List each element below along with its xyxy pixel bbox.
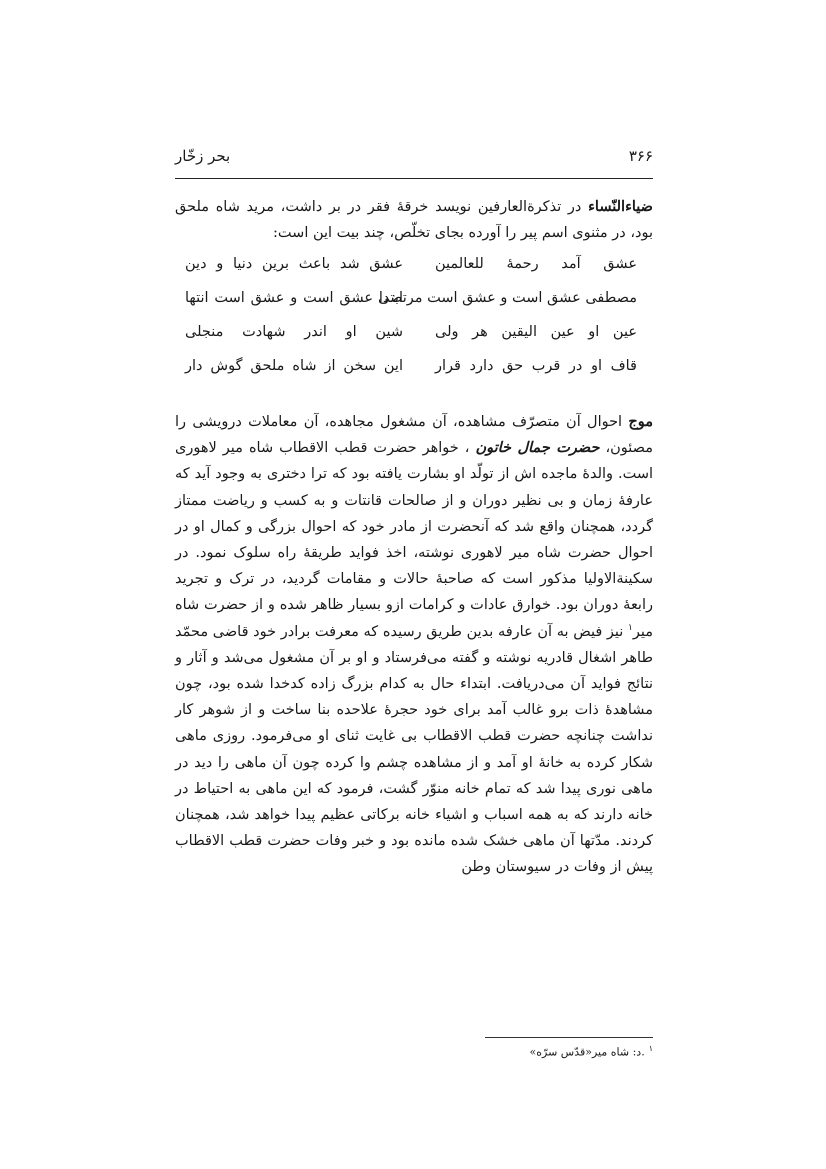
hemistich-second: ابتدا عشق است و عشق است انتها <box>185 290 403 306</box>
entry-text: نیز فیض به آن عارفه بدین طریق رسیده که معرفت برادر خود قاضی محمّد طاهر اشغال قادریه نوشته و گفته می‌فرستاد و او بر آن مشغول می‌شد و آثار و نتائج فواید آن می‌دریافت. ابتداء حال به کدام بزرگ زاده کدخدا شده بود، چون مشاهدهٔ ذات برو غالب آمد برای خود حجرهٔ علاحده بنا ساخت و از شوهر کار نداشت چنانچه حضرت قطب الاقطاب بی غایت ثنای او می‌فرمود. روزی ماهی شکار کرده به خانهٔ او آمد و از مشاهده چشم وا کرده چون آن ماهی را دید در ماهی نوری پیدا شد که تمام خانه منوّر گشت، فرمود که این ماهی به احتیاط در خانه دارند که به همه اسباب و اشیاء خانه برکاتی عظیم پیدا خواهد شد، همچنان کردند. مدّتها آن ماهی خشک شده مانده بود و خبر وفات حضرت قطب الاقطاب پیش از وفات در سیوستان وطن <box>175 623 653 876</box>
running-title: بحر زخّار <box>175 147 231 165</box>
page-number: ۳۶۶ <box>628 147 653 165</box>
footnote <box>530 1044 653 1059</box>
hemistich-first: مصطفی عشق است و عشق است مرتضی <box>378 290 637 306</box>
hemistich-first: عشق آمد رحمهٔ للعالمین <box>435 256 637 272</box>
entry-mawj <box>175 409 653 881</box>
footnote-rule <box>485 1037 653 1038</box>
hemistich-second: شین او اندر شهادت منجلی <box>185 324 403 340</box>
person-name: حضرت جمال خاتون <box>475 439 600 457</box>
page-header <box>175 147 653 173</box>
hemistich-first: عین او عین الیقین هر ولی <box>435 324 637 340</box>
entry-text: ، خواهر حضرت قطب الاقطاب شاه میر لاهوری است. والدهٔ ماجده اش از تولّد او بشارت یافته بود که ترا دختری به وجود آید که عارفهٔ زمان و بی نظیر دوران و از صالحات قانتات و به کسب و ریاضت ممتاز گردد، همچنان واقع شد که آنحضرت از مادر خود که احوال بزرگی و کمال او در احوال حضرت شاه میر لاهوری نوشته، اخذ فواید طریقهٔ راه سلوک نمود. در سکینةالاولیا مذکور است که صاحبهٔ حالات و مقامات گردید، در ترک و تجرید رابعهٔ دوران بود. خوارق عادات و کرامات ازو بسیار ظاهر شده و از حضرت شاه میر <box>175 440 653 640</box>
footnote-number: ۱ <box>648 1044 653 1053</box>
verse-block <box>185 256 653 392</box>
entry-text: در تذکرةالعارفین نویسد خرقهٔ فقر در بر داشت، مرید شاه ملحق بود، در مثنوی اسم پیر را آورده بجای تخلّص، چند بیت این است: <box>175 199 653 242</box>
verse-row <box>185 290 653 324</box>
footnote-text: .د: شاه میر«قدّس سرّه» <box>529 1045 645 1059</box>
hemistich-first: قاف او در قرب حق دارد قرار <box>435 358 637 374</box>
entry-term: موج <box>628 413 653 430</box>
header-rule <box>175 178 653 179</box>
entry-term: ضیاءالنّساء <box>588 198 653 215</box>
footnote-marker[interactable]: ۱ <box>628 622 633 633</box>
verse-row <box>185 256 653 290</box>
verse-row <box>185 324 653 358</box>
hemistich-second: عشق شد باعث برین دنیا و دین <box>185 256 403 272</box>
verse-row <box>185 358 653 392</box>
entry-text: احوال آن متصرّف مشاهده، آن مشغول مجاهده، آن معاملات درویشی را مصئون، <box>175 414 653 457</box>
entry-zia-un-nisa <box>175 194 653 246</box>
hemistich-second: این سخن از شاه ملحق گوش دار <box>185 358 403 374</box>
